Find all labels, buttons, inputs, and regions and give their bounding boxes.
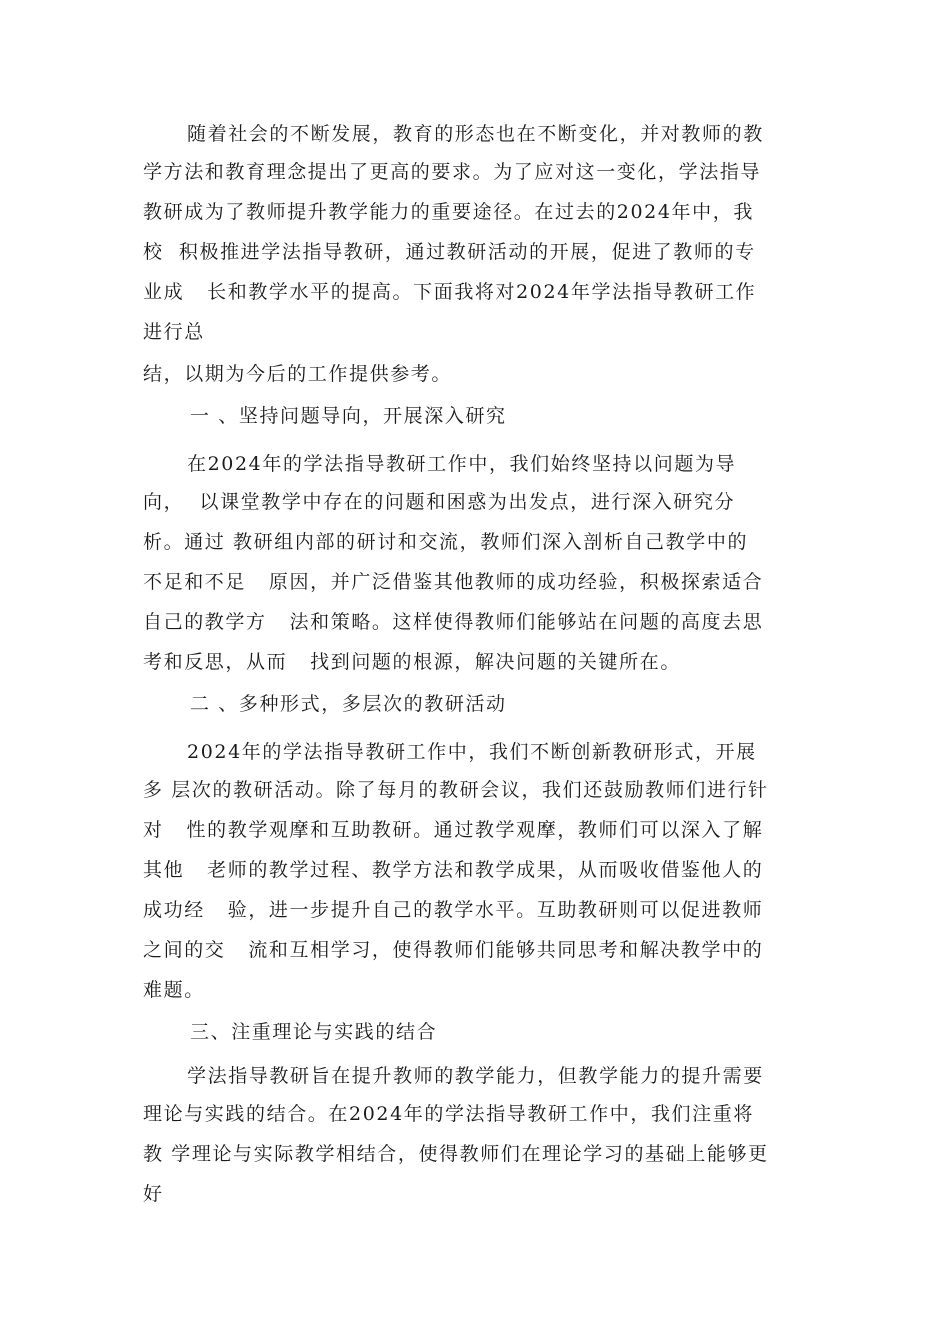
paragraph-3-line-3: 对 性的教学观摩和互助教研。通过教学观摩，教师们可以深入了解 xyxy=(143,819,764,841)
paragraph-2-line-3: 析。通过 教研组内部的研讨和交流，教师们深入剖析自己教学中的 xyxy=(143,531,749,553)
paragraph-3-line-1: 2024年的学法指导教研工作中，我们不断创新教研形式，开展 xyxy=(187,741,757,763)
paragraph-1-line-5: 业成 长和教学水平的提高。下面我将对2024年学法指导教研工作 xyxy=(143,281,757,303)
paragraph-2-line-4: 不足和不足 原因，并广泛借鉴其他教师的成功经验，积极探索适合 xyxy=(143,571,764,593)
paragraph-2-line-6: 考和反思，从而 找到问题的根源，解决问题的关键所在。 xyxy=(143,651,681,673)
paragraph-1-line-7: 结，以期为今后的工作提供参考。 xyxy=(143,363,453,385)
paragraph-3-line-2: 多 层次的教研活动。除了每月的教研会议，我们还鼓励教师们进行针 xyxy=(143,779,769,801)
paragraph-2-line-5: 自己的教学方 法和策略。这样使得教师们能够站在问题的高度去思 xyxy=(143,611,764,633)
paragraph-2-line-2: 向， 以课堂教学中存在的问题和困惑为出发点，进行深入研究分 xyxy=(143,491,736,513)
paragraph-4-line-4: 好 xyxy=(143,1183,164,1205)
section-heading-2: 二 、多种形式，多层次的教研活动 xyxy=(190,693,507,715)
section-heading-3: 三、注重理论与实践的结合 xyxy=(190,1021,438,1043)
paragraph-3-line-4: 其他 老师的教学过程、教学方法和教学成果，从而吸收借鉴他人的 xyxy=(143,859,764,881)
section-heading-1: 一 、坚持问题导向，开展深入研究 xyxy=(190,405,507,427)
paragraph-4-line-2: 理论与实践的结合。在2024年的学法指导教研工作中，我们注重将 xyxy=(143,1103,754,1125)
paragraph-1-line-1: 随着社会的不断发展，教育的形态也在不断变化，并对教师的教 xyxy=(187,123,764,145)
paragraph-4-line-3: 教 学理论与实际教学相结合，使得教师们在理论学习的基础上能够更 xyxy=(143,1143,769,1165)
paragraph-4-line-1: 学法指导教研旨在提升教师的教学能力，但教学能力的提升需要 xyxy=(187,1065,764,1087)
paragraph-2-line-1: 在2024年的学法指导教研工作中，我们始终坚持以问题为导 xyxy=(187,453,737,475)
paragraph-1-line-3: 教研成为了教师提升教学能力的重要途径。在过去的2024年中，我 xyxy=(143,201,754,223)
paragraph-3-line-5: 成功经 验，进一步提升自己的教学水平。互助教研则可以促进教师 xyxy=(143,899,764,921)
paragraph-3-line-7: 难题。 xyxy=(143,979,205,1001)
paragraph-1-line-2: 学方法和教育理念提出了更高的要求。为了应对这一变化，学法指导 xyxy=(143,161,762,183)
paragraph-1-line-4: 校 积极推进学法指导教研，通过教研活动的开展，促进了教师的专 xyxy=(143,241,756,263)
paragraph-1-line-6: 进行总 xyxy=(143,321,205,343)
paragraph-3-line-6: 之间的交 流和互相学习，使得教师们能够共同思考和解决教学中的 xyxy=(143,939,764,961)
